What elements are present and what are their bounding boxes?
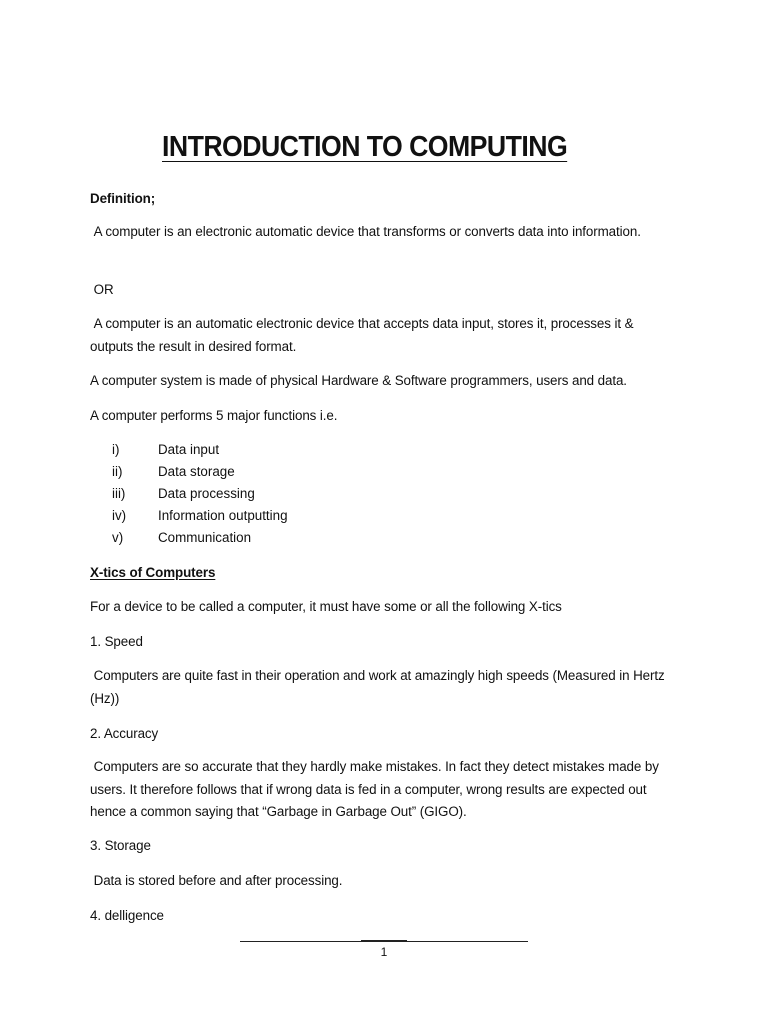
speed-text: Computers are quite fast in their operation and work at amazingly high speeds (Measured in Hertz (Hz))	[90, 668, 669, 706]
xtics-intro: For a device to be called a computer, it must have some or all the following X-tics	[90, 599, 562, 614]
definition-paragraph-1: A computer is an electronic automatic device that transforms or converts data into information.	[90, 224, 641, 239]
list-item-label: Data storage	[158, 464, 235, 479]
list-item	[112, 439, 288, 461]
definition-heading: Definition;	[90, 191, 156, 206]
list-item-label: Data input	[158, 442, 220, 457]
list-item-number: v)	[112, 530, 124, 545]
list-item-number: iv)	[112, 508, 127, 523]
storage-text: Data is stored before and after processing.	[90, 873, 343, 888]
list-item	[112, 461, 288, 483]
page-number: 1	[380, 945, 388, 959]
list-item-label: Communication	[158, 530, 252, 545]
computer-system-paragraph: A computer system is made of physical Hardware & Software programmers, users and data.	[90, 373, 627, 388]
or-separator: OR	[90, 282, 114, 297]
list-item-number: ii)	[112, 464, 123, 479]
delligence-heading: 4. delligence	[90, 908, 164, 923]
list-item-label: Data processing	[158, 486, 255, 501]
list-item	[112, 483, 288, 505]
page-title: INTRODUCTION TO COMPUTING	[162, 131, 568, 163]
definition-paragraph-2: A computer is an automatic electronic device that accepts data input, stores it, processes it & outputs the result in desired format.	[90, 316, 638, 354]
functions-list	[112, 439, 288, 549]
speed-heading: 1. Speed	[90, 634, 143, 649]
footer-divider-accent	[361, 940, 407, 942]
xtics-heading: X-tics of Computers	[90, 565, 216, 580]
list-item-label: Information outputting	[158, 508, 288, 523]
list-item	[112, 505, 288, 527]
accuracy-text: Computers are so accurate that they hardly make mistakes. In fact they detect mistakes made by users. It therefore follows that if wrong data is fed in a computer, wrong results are expected out hence a common saying that “Garbage in Garbage Out” (GIGO).	[90, 759, 663, 819]
list-item-number: iii)	[112, 486, 126, 501]
list-item-number: i)	[112, 442, 120, 457]
accuracy-heading: 2. Accuracy	[90, 726, 159, 741]
functions-intro: A computer performs 5 major functions i.e.	[90, 408, 338, 423]
storage-heading: 3. Storage	[90, 838, 151, 853]
list-item	[112, 527, 288, 549]
